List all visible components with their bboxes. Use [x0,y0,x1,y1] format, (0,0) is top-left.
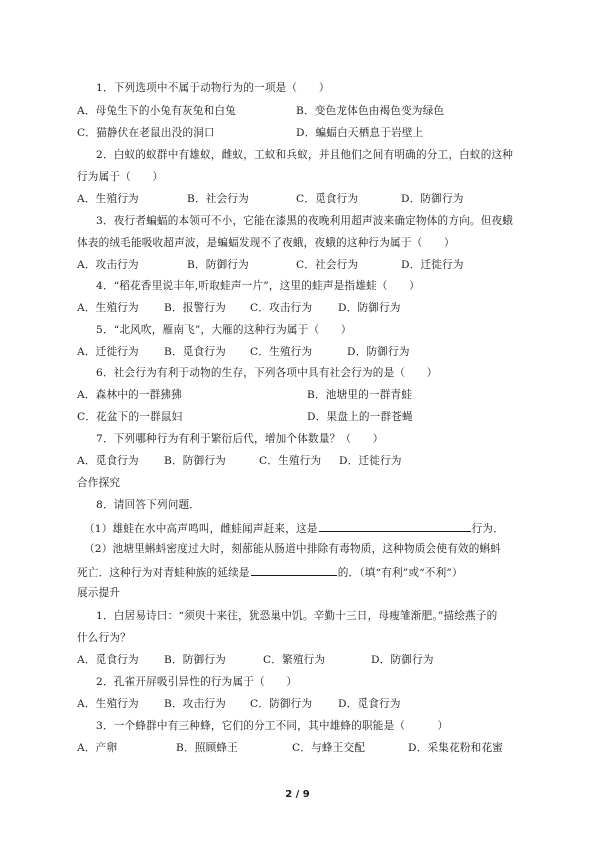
q4-stem: 4．“稻花香里说丰年,听取蛙声一片”，这里的蛙声是指雄蛙（ ） [96,280,420,292]
q6-option-d: D．果盘上的一群苍蝇 [307,411,413,423]
q8-part1-answer-blank[interactable] [319,520,471,532]
q5-stem: 5．“北风吹，雁南飞”，大雁的这种行为属于（ ） [96,324,352,336]
q3-option-c: C．社会行为 [296,259,359,271]
q3-stem-line1: 3．夜行者蝙蝠的本领可不小，它能在漆黑的夜晚利用超声波来确定物体的方向。但夜蛾 [96,215,514,227]
q6-option-a: A．森林中的一群狒狒 [77,389,182,401]
q2-stem-line1: 2．白蚁的蚁群中有雄蚁，雌蚁，工蚁和兵蚁，并且他们之间有明确的分工，白蚁的这种 [96,149,514,161]
q5-option-a: A．迁徙行为 [77,346,139,358]
e3-option-d: D．采集花粉和花蜜 [408,742,504,754]
q4-option-b: B．报警行为 [164,302,226,314]
q2-option-b: B．社会行为 [187,193,249,205]
q3-option-d: D．迁徙行为 [401,259,464,271]
q7-option-b: B．防御行为 [164,455,226,467]
q5-option-c: C．生殖行为 [250,346,313,358]
q1-option-d: D．蝙蝠白天栖息于岩壁上 [296,127,424,139]
e1-option-a: A．觅食行为 [77,654,139,666]
q5-option-b: B．觅食行为 [164,346,226,358]
q7-option-d: D．迁徙行为 [339,455,402,467]
e1-option-c: C．繁殖行为 [263,654,326,666]
e1-option-d: D．防御行为 [371,654,434,666]
q4-option-d: D．防御行为 [338,302,401,314]
e2-option-a: A．生殖行为 [77,698,139,710]
q7-stem: 7．下列哪种行为有利于繁衍后代，增加个体数量？（ ） [96,433,384,445]
q8-part1-suffix: 行为． [471,523,504,535]
q3-option-a: A．攻击行为 [77,259,139,271]
q8-part2-line2 [77,564,463,580]
q2-option-c: C．觅食行为 [296,193,359,205]
section-heading-zhanshi: 展示提升 [77,587,121,599]
section-heading-hezuo: 合作探究 [77,477,121,489]
e1-option-b: B．防御行为 [164,654,226,666]
q1-stem: 1．下列选项中不属于动物行为的一项是（ ） [96,82,330,94]
q8-part2-suffix: 的．（填“有利”或“不利”） [337,567,463,579]
q1-option-b: B．变色龙体色由褐色变为绿色 [296,105,445,117]
e3-option-c: C．与蜂王交配 [292,742,366,754]
q8-part1-text: （1）雄蛙在水中高声鸣叫，雌蛙闻声赶来，这是 [84,523,318,535]
q1-option-c: C．猫静伏在老鼠出没的洞口 [77,127,215,139]
q2-option-d: D．防御行为 [401,193,464,205]
q2-stem-line2: 行为属于（ ） [77,171,164,183]
q3-option-b: B．防御行为 [187,259,249,271]
q8-part2-text: 死亡．这种行为对青蛙种族的延续是 [77,567,250,579]
e1-stem-line2: 什么行为？ [77,632,131,644]
e2-option-c: C．防御行为 [250,698,313,710]
q2-option-a: A．生殖行为 [77,193,139,205]
q8-stem: 8．请回答下列问题． [96,499,201,511]
q6-option-b: B．池塘里的一群青蛙 [307,389,413,401]
q4-option-a: A．生殖行为 [77,302,139,314]
e3-option-a: A．产卵 [77,742,118,754]
e2-stem: 2．孔雀开屏吸引异性的行为属于（ ） [96,676,298,688]
q7-option-c: C．生殖行为 [259,455,322,467]
q6-stem: 6．社会行为有利于动物的生存，下列各项中具有社会行为的是（ ） [96,367,438,379]
q8-part2-answer-blank[interactable] [251,564,337,576]
q8-part1 [84,520,504,536]
q7-option-a: A．觅食行为 [77,455,139,467]
q3-stem-line2: 体表的绒毛能吸收超声波，是蝙蝠发现不了夜蛾，夜蛾的这种行为属于（ ） [77,237,455,249]
q8-part2-line1: （2）池塘里蝌蚪密度过大时，刻蔀能从肠道中排除有毒物质，这种物质会使有效的蝌蚪 [84,543,502,555]
e3-option-b: B．照顾蜂王 [176,742,238,754]
q6-option-c: C．花盆下的一群鼠妇 [77,411,183,423]
e3-stem: 3．一个蜂群中有三种蜂，它们的分工不同，其中雄蜂的职能是（ ） [96,720,449,732]
e1-stem-line1: 1．白居易诗曰：“须臾十来往，犹恐巢中饥。辛勤十三日，母瘦雏渐肥。”描绘燕子的 [96,610,498,622]
q1-option-a: A．母兔生下的小兔有灰兔和白兔 [77,105,236,117]
e2-option-b: B．攻击行为 [164,698,226,710]
q4-option-c: C．攻击行为 [250,302,313,314]
e2-option-d: D．觅食行为 [338,698,401,710]
page-number: 2 / 9 [285,789,310,800]
q5-option-d: D．防御行为 [347,346,410,358]
